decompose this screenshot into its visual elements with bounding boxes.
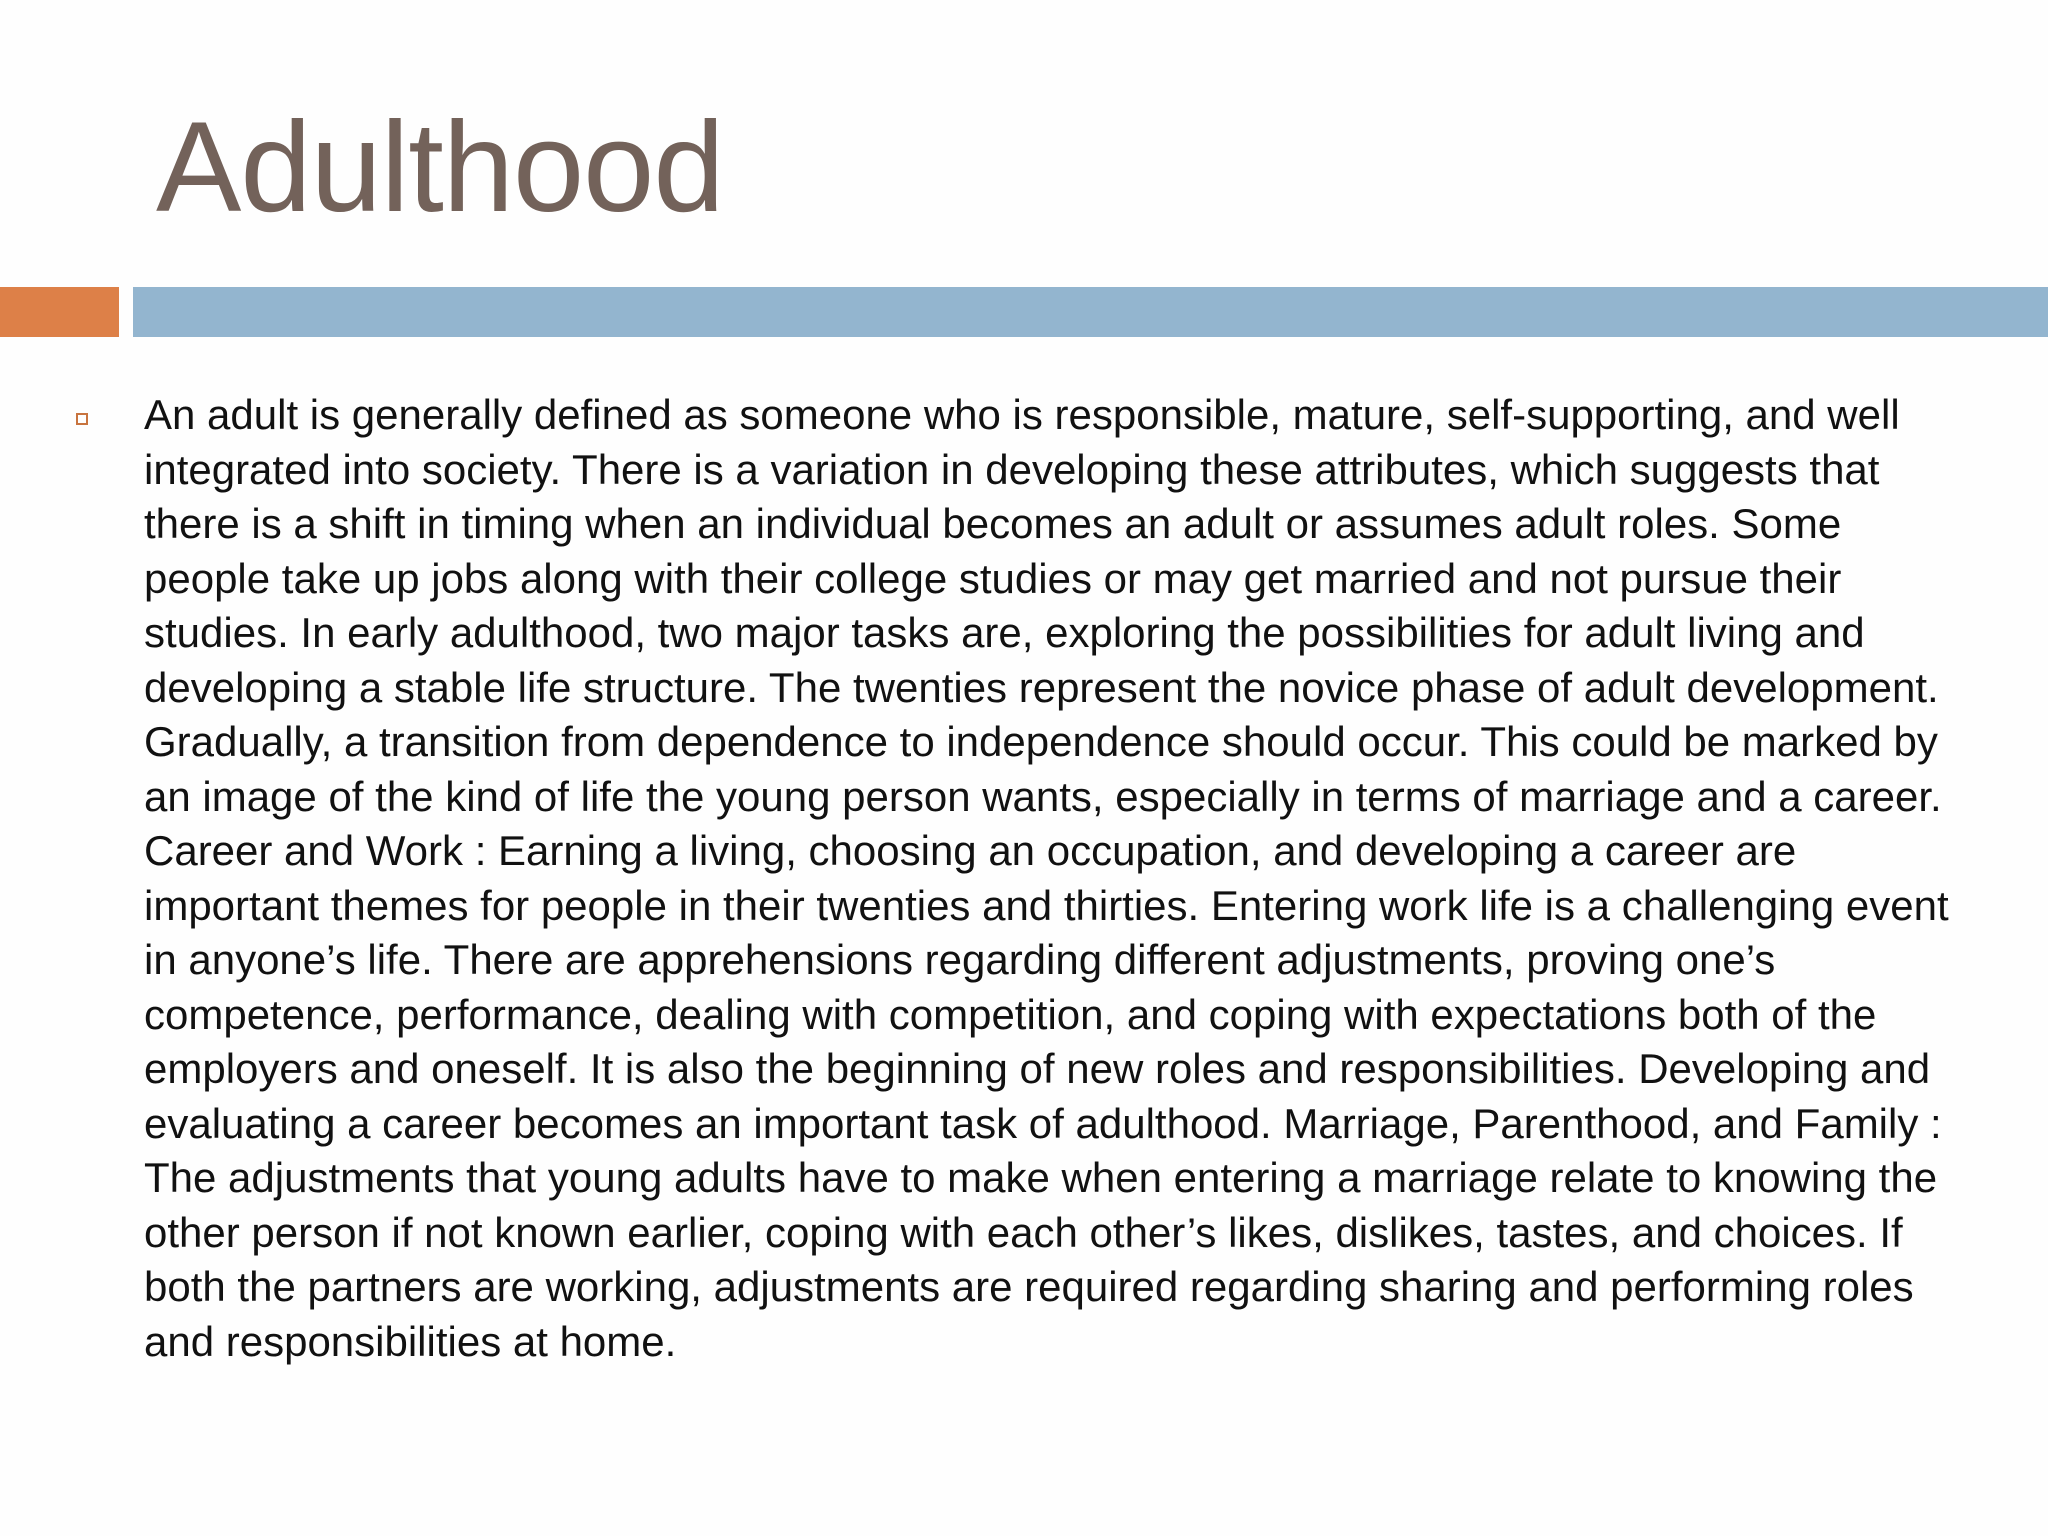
square-bullet-icon xyxy=(76,413,88,425)
slide-title: Adulthood xyxy=(156,96,724,239)
accent-bar xyxy=(0,287,119,337)
header-divider-bar xyxy=(133,287,2048,337)
bullet-text: An adult is generally defined as someone who is responsible, mature, self-supporting, and well integrated into society. There is a variation in developing these attributes, which suggests that there is a shift in timing when an individual becomes an adult or assumes adult roles. Some people take up jobs along with their college studies or may get married and not pursue their studies. In early adulthood, two major tasks are, exploring the possibilities for adult living and developing a stable life structure. The twenties represent the novice phase of adult development. Gradually, a transition from dependence to independence should occur. This could be marked by an image of the kind of life the young person wants, especially in terms of marriage and a career. Career and Work : Earning a living, choosing an occupation, and developing a career are important themes for people in their twenties and thirties. Entering work life is a challenging event in anyone’s life. There are apprehensions regarding different adjustments, proving one’s competence, performance, dealing with competition, and coping with expectations both of the employers and oneself. It is also the beginning of new roles and responsibilities. Developing and evaluating a career becomes an important task of adulthood. Marriage, Parenthood, and Family : The adjustments that young adults have to make when entering a marriage relate to knowing the other person if not known earlier, coping with each other’s likes, dislikes, tastes, and choices. If both the partners are working, adjustments are required regarding sharing and performing roles and responsibilities at home. xyxy=(144,391,1949,1365)
